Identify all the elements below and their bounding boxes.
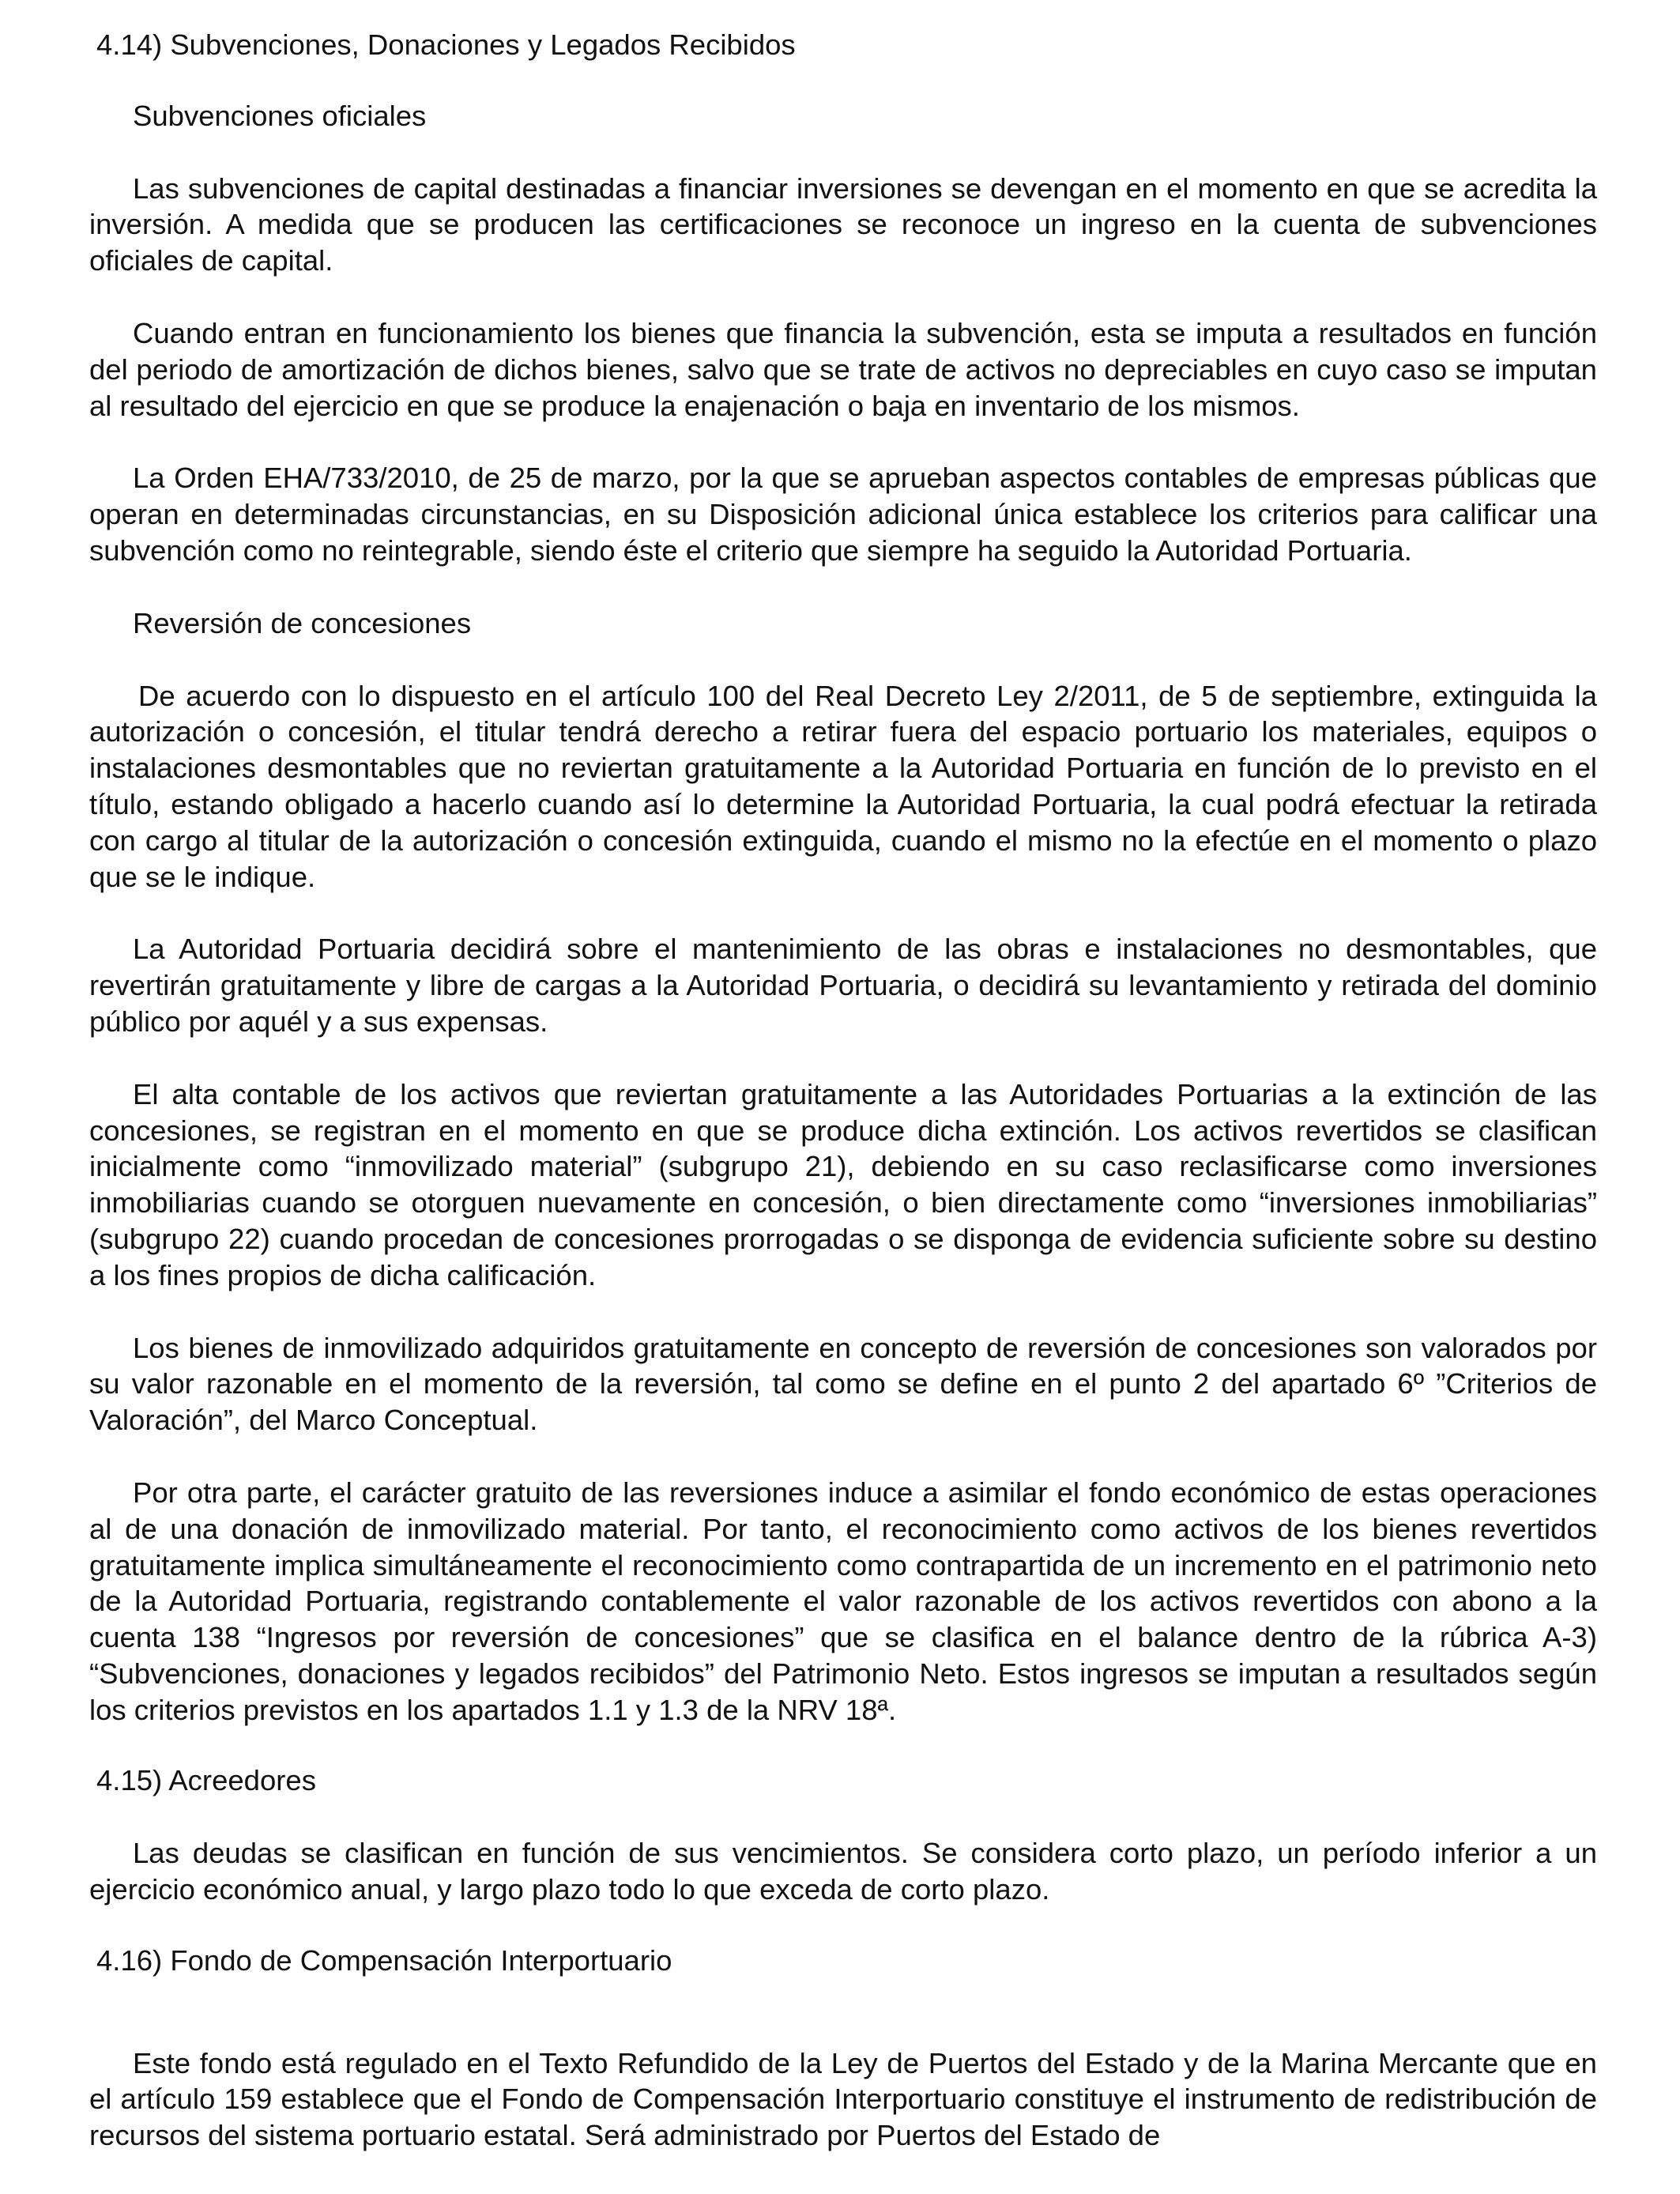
paragraph: Las deudas se clasifican en función de sus vencimientos. Se considera corto plazo, un período inferior a un ejercicio económico anual, y largo plazo todo lo que exceda de corto plazo.: [89, 1837, 1597, 1906]
subheading-reversion-concesiones: Reversión de concesiones: [133, 606, 472, 639]
paragraph: Los bienes de inmovilizado adquiridos gratuitamente en concepto de reversión de concesiones son valorados por su valor razonable en el momento de la reversión, tal como se define en el punto 2 del apartado 6º ”Criterios de Valoración”, del Marco Conceptual.: [89, 1331, 1597, 1437]
document-page: [89, 27, 1597, 2154]
paragraph: El alta contable de los activos que reviertan gratuitamente a las Autoridades Portuarias a la extinción de las concesiones, se registran en el momento en que se produce dicha extinción. Los activos revertidos se clasifican inicialmente como “inmovilizado material” (subgrupo 21), debiendo en su caso reclasificarse como inversiones inmobiliarias cuando se otorguen nuevamente en concesión, o bien directamente como “inversiones inmobiliarias” (subgrupo 22) cuando procedan de concesiones prorrogadas o se disponga de evidencia suficiente sobre su destino a los fines propios de dicha calificación.: [89, 1077, 1597, 1291]
paragraph: La Orden EHA/733/2010, de 25 de marzo, por la que se aprueban aspectos contables de empresas públicas que operan en determinadas circunstancias, en su Disposición adicional única establece los criterios para calificar una subvención como no reintegrable, siendo éste el criterio que siempre ha seguido la Autoridad Portuaria.: [89, 462, 1597, 567]
section-heading-4-15: 4.15) Acreedores: [96, 1764, 316, 1797]
paragraph: Por otra parte, el carácter gratuito de las reversiones induce a asimilar el fondo económico de estas operaciones al de una donación de inmovilizado material. Por tanto, el reconocimiento como activos de los bienes revertidos gratuitamente implica simultáneamente el reconocimiento como contrapartida de un incremento en el patrimonio neto de la Autoridad Portuaria, registrando contablemente el valor razonable de los activos revertidos con abono a la cuenta 138 “Ingresos por reversión de concesiones” que se clasifica en el balance dentro de la rúbrica A-3) “Subvenciones, donaciones y legados recibidos” del Patrimonio Neto. Estos ingresos se imputan a resultados según los criterios previstos en los apartados 1.1 y 1.3 de la NRV 18ª.: [89, 1476, 1597, 1726]
paragraph: Cuando entran en funcionamiento los bienes que financia la subvención, esta se imputa a resultados en función del periodo de amortización de dichos bienes, salvo que se trate de activos no depreciables en cuyo caso se imputan al resultado del ejercicio en que se produce la enajenación o baja en inventario de los mismos.: [89, 316, 1597, 422]
section-heading-4-16: 4.16) Fondo de Compensación Interportuario: [96, 1943, 672, 1977]
paragraph: De acuerdo con lo dispuesto en el artículo 100 del Real Decreto Ley 2/2011, de 5 de septiembre, extinguida la autorización o concesión, el titular tendrá derecho a retirar fuera del espacio portuario los materiales, equipos o instalaciones desmontables que no reviertan gratuitamente a la Autoridad Portuaria en función de lo previsto en el título, estando obligado a hacerlo cuando así lo determine la Autoridad Portuaria, la cual podrá efectuar la retirada con cargo al titular de la autorización o concesión extinguida, cuando el mismo no la efectúe en el momento o plazo que se le indique.: [89, 679, 1597, 893]
paragraph: Las subvenciones de capital destinadas a financiar inversiones se devengan en el momento en que se acredita la inversión. A medida que se producen las certificaciones se reconoce un ingreso en la cuenta de subvenciones oficiales de capital.: [89, 172, 1597, 277]
paragraph: La Autoridad Portuaria decidirá sobre el mantenimiento de las obras e instalaciones no desmontables, que revertirán gratuitamente y libre de cargas a la Autoridad Portuaria, o decidirá su levantamiento y retirada del dominio público por aquél y a sus expensas.: [89, 933, 1597, 1038]
paragraph: Este fondo está regulado en el Texto Refundido de la Ley de Puertos del Estado y de la Marina Mercante que en el artículo 159 establece que el Fondo de Compensación Interportuario constituye el instrumento de redistribución de recursos del sistema portuario estatal. Será administrado por Puertos del Estado de: [89, 2046, 1597, 2152]
section-heading-4-14: 4.14) Subvenciones, Donaciones y Legados Recibidos: [96, 28, 796, 61]
subheading-subvenciones-oficiales: Subvenciones oficiales: [133, 99, 427, 132]
